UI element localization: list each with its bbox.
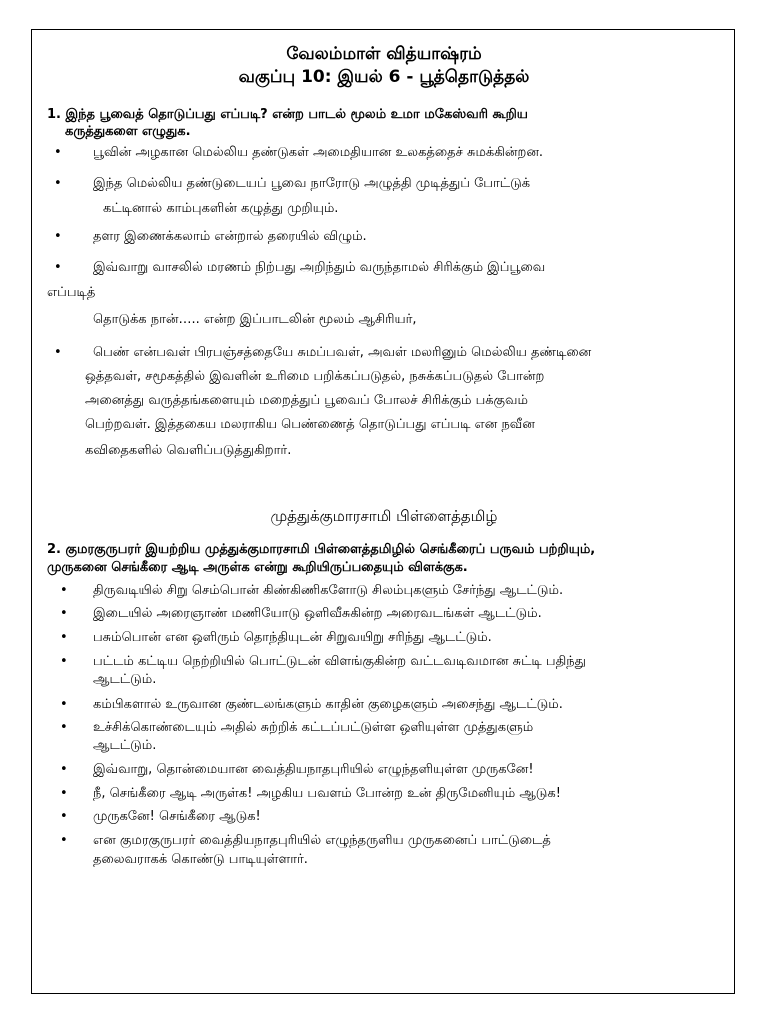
answer-1-point-5-line-5: கவிதைகளில் வெளிப்படுத்துகிறார். (85, 443, 292, 458)
bullet (54, 228, 62, 246)
answer-2-point-2: இடையில் அரைஞாண் மணியோடு ஒளிவீசுகின்ற அரைவடங்கள் ஆடட்டும். (93, 606, 542, 621)
answer-2-point-4-line-1: பட்டம் கட்டிய நெற்றியில் பொட்டுடன் விளங்குகின்ற வட்டவடிவமான சுட்டி பதிந்து (93, 654, 586, 669)
answer-2-point-8: நீ, செங்கீரை ஆடி அருள்க! அழகிய பவளம் போன்ற உன் திருமேனியும் ஆடுக! (93, 786, 561, 801)
bullet (54, 259, 62, 277)
answer-1-point-1: பூவின் அழகான மெல்லிய தண்டுகள் அமைதியான உலகத்தைச் சுமக்கின்றன. (93, 145, 544, 160)
bullet (60, 629, 68, 647)
bullet (60, 605, 68, 623)
answer-1-point-4-line-2: எப்படித் (47, 285, 96, 300)
lesson-title: வகுப்பு 10: இயல் 6 - பூத்தொடுத்தல் (238, 67, 530, 87)
answer-2-point-7: இவ்வாறு, தொன்மையான வைத்தியநாதபுரியில் எழுந்தளியுள்ள முருகனே! (93, 762, 534, 777)
bullet (54, 144, 62, 162)
answer-2-point-4-line-2: ஆடட்டும். (93, 672, 157, 687)
bullet (60, 832, 68, 850)
answer-2-point-6-line-2: ஆடட்டும். (93, 738, 157, 753)
answer-2-point-9: முருகனே! செங்கீரை ஆடுக! (93, 809, 261, 824)
answer-1-point-5-line-4: பெற்றவள். இத்தகைய மலராகிய பெண்ணைத் தொடுப்பது எப்படி என நவீன (85, 417, 535, 432)
answer-1-point-5-line-2: ஒத்தவள், சமூகத்தில் இவளின் உரிமை பறிக்கப்படுதல், நசுக்கப்படுதல் போன்ற (85, 369, 545, 384)
answer-1-point-4-line-3: தொடுக்க நான்….. என்ற இப்பாடலின் மூலம் ஆசிரியர், (93, 312, 417, 327)
bullet (60, 719, 68, 737)
answer-2-point-1: திருவடியில் சிறு செம்பொன் கிண்கிணிகளோடு சிலம்புகளும் சேர்ந்து ஆடட்டும். (93, 583, 564, 598)
answer-2-point-10-line-2: தலைவராகக் கொண்டு பாடியுள்ளார். (93, 852, 308, 867)
section-2-heading: முத்துக்குமாரசாமி பிள்ளைத்தமிழ் (270, 507, 498, 525)
bullet (60, 653, 68, 671)
school-name: வேலம்மாள் வித்யாஷ்ரம் (286, 44, 482, 64)
answer-1-point-5-line-1: பெண் என்பவள் பிரபஞ்சத்தையே சுமப்பவள், அவள் மலரினும் மெல்லிய தண்டினை (93, 345, 592, 360)
answer-1-point-4-line-1: இவ்வாறு வாசலில் மரணம் நிற்பது அறிந்தும் வருந்தாமல் சிரிக்கும் இப்பூவை (93, 260, 546, 275)
bullet (60, 785, 68, 803)
question-1-line-2: கருத்துகளை எழுதுக. (65, 124, 191, 139)
question-2-line-1: 2. குமரகுருபரர் இயற்றிய முத்துக்குமாரசாமி பிள்ளைத்தமிழில் செங்கீரைப் பருவம் பற்றியும், (47, 542, 596, 557)
question-2-line-2: முருகனை செங்கீரை ஆடி அருள்க என்று கூறியிருப்பதையும் விளக்குக. (47, 560, 468, 575)
bullet (60, 696, 68, 714)
answer-1-point-2-line-1: இந்த மெல்லிய தண்டுடையப் பூவை நாரோடு அழுத்தி முடித்துப் போட்டுக் (93, 176, 531, 191)
answer-1-point-2-line-2: கட்டினால் காம்புகளின் கழுத்து முறியும். (103, 201, 339, 216)
answer-2-point-10-line-1: என குமரகுருபரர் வைத்தியநாதபுரியில் எழுந்தருளிய முருகனைப் பாட்டுடைத் (93, 833, 551, 848)
bullet (60, 808, 68, 826)
answer-2-point-3: பசும்பொன் என ஒளிரும் தொந்தியுடன் சிறுவயிறு சரிந்து ஆடட்டும். (93, 630, 492, 645)
bullet (54, 344, 62, 362)
answer-1-point-3: தளர இணைக்கலாம் என்றால் தரையில் விழும். (93, 229, 367, 244)
answer-2-point-5: கம்பிகளால் உருவான குண்டலங்களும் காதின் குழைகளும் அசைந்து ஆடட்டும். (93, 697, 563, 712)
answer-1-point-5-line-3: அனைத்து வருத்தங்களையும் மறைத்துப் பூவைப் போலச் சிரிக்கும் பக்குவம் (85, 393, 528, 408)
bullet (54, 175, 62, 193)
bullet (60, 582, 68, 600)
answer-2-point-6-line-1: உச்சிக்கொண்டையும் அதில் சுற்றிக் கட்டப்பட்டுள்ள ஒளியுள்ள முத்துகளும் (93, 720, 534, 735)
question-1-line-1: 1. இந்த பூவைத் தொடுப்பது எப்படி? என்ற பாடல் மூலம் உமா மகேஸ்வரி கூறிய (47, 107, 528, 122)
bullet (60, 761, 68, 779)
